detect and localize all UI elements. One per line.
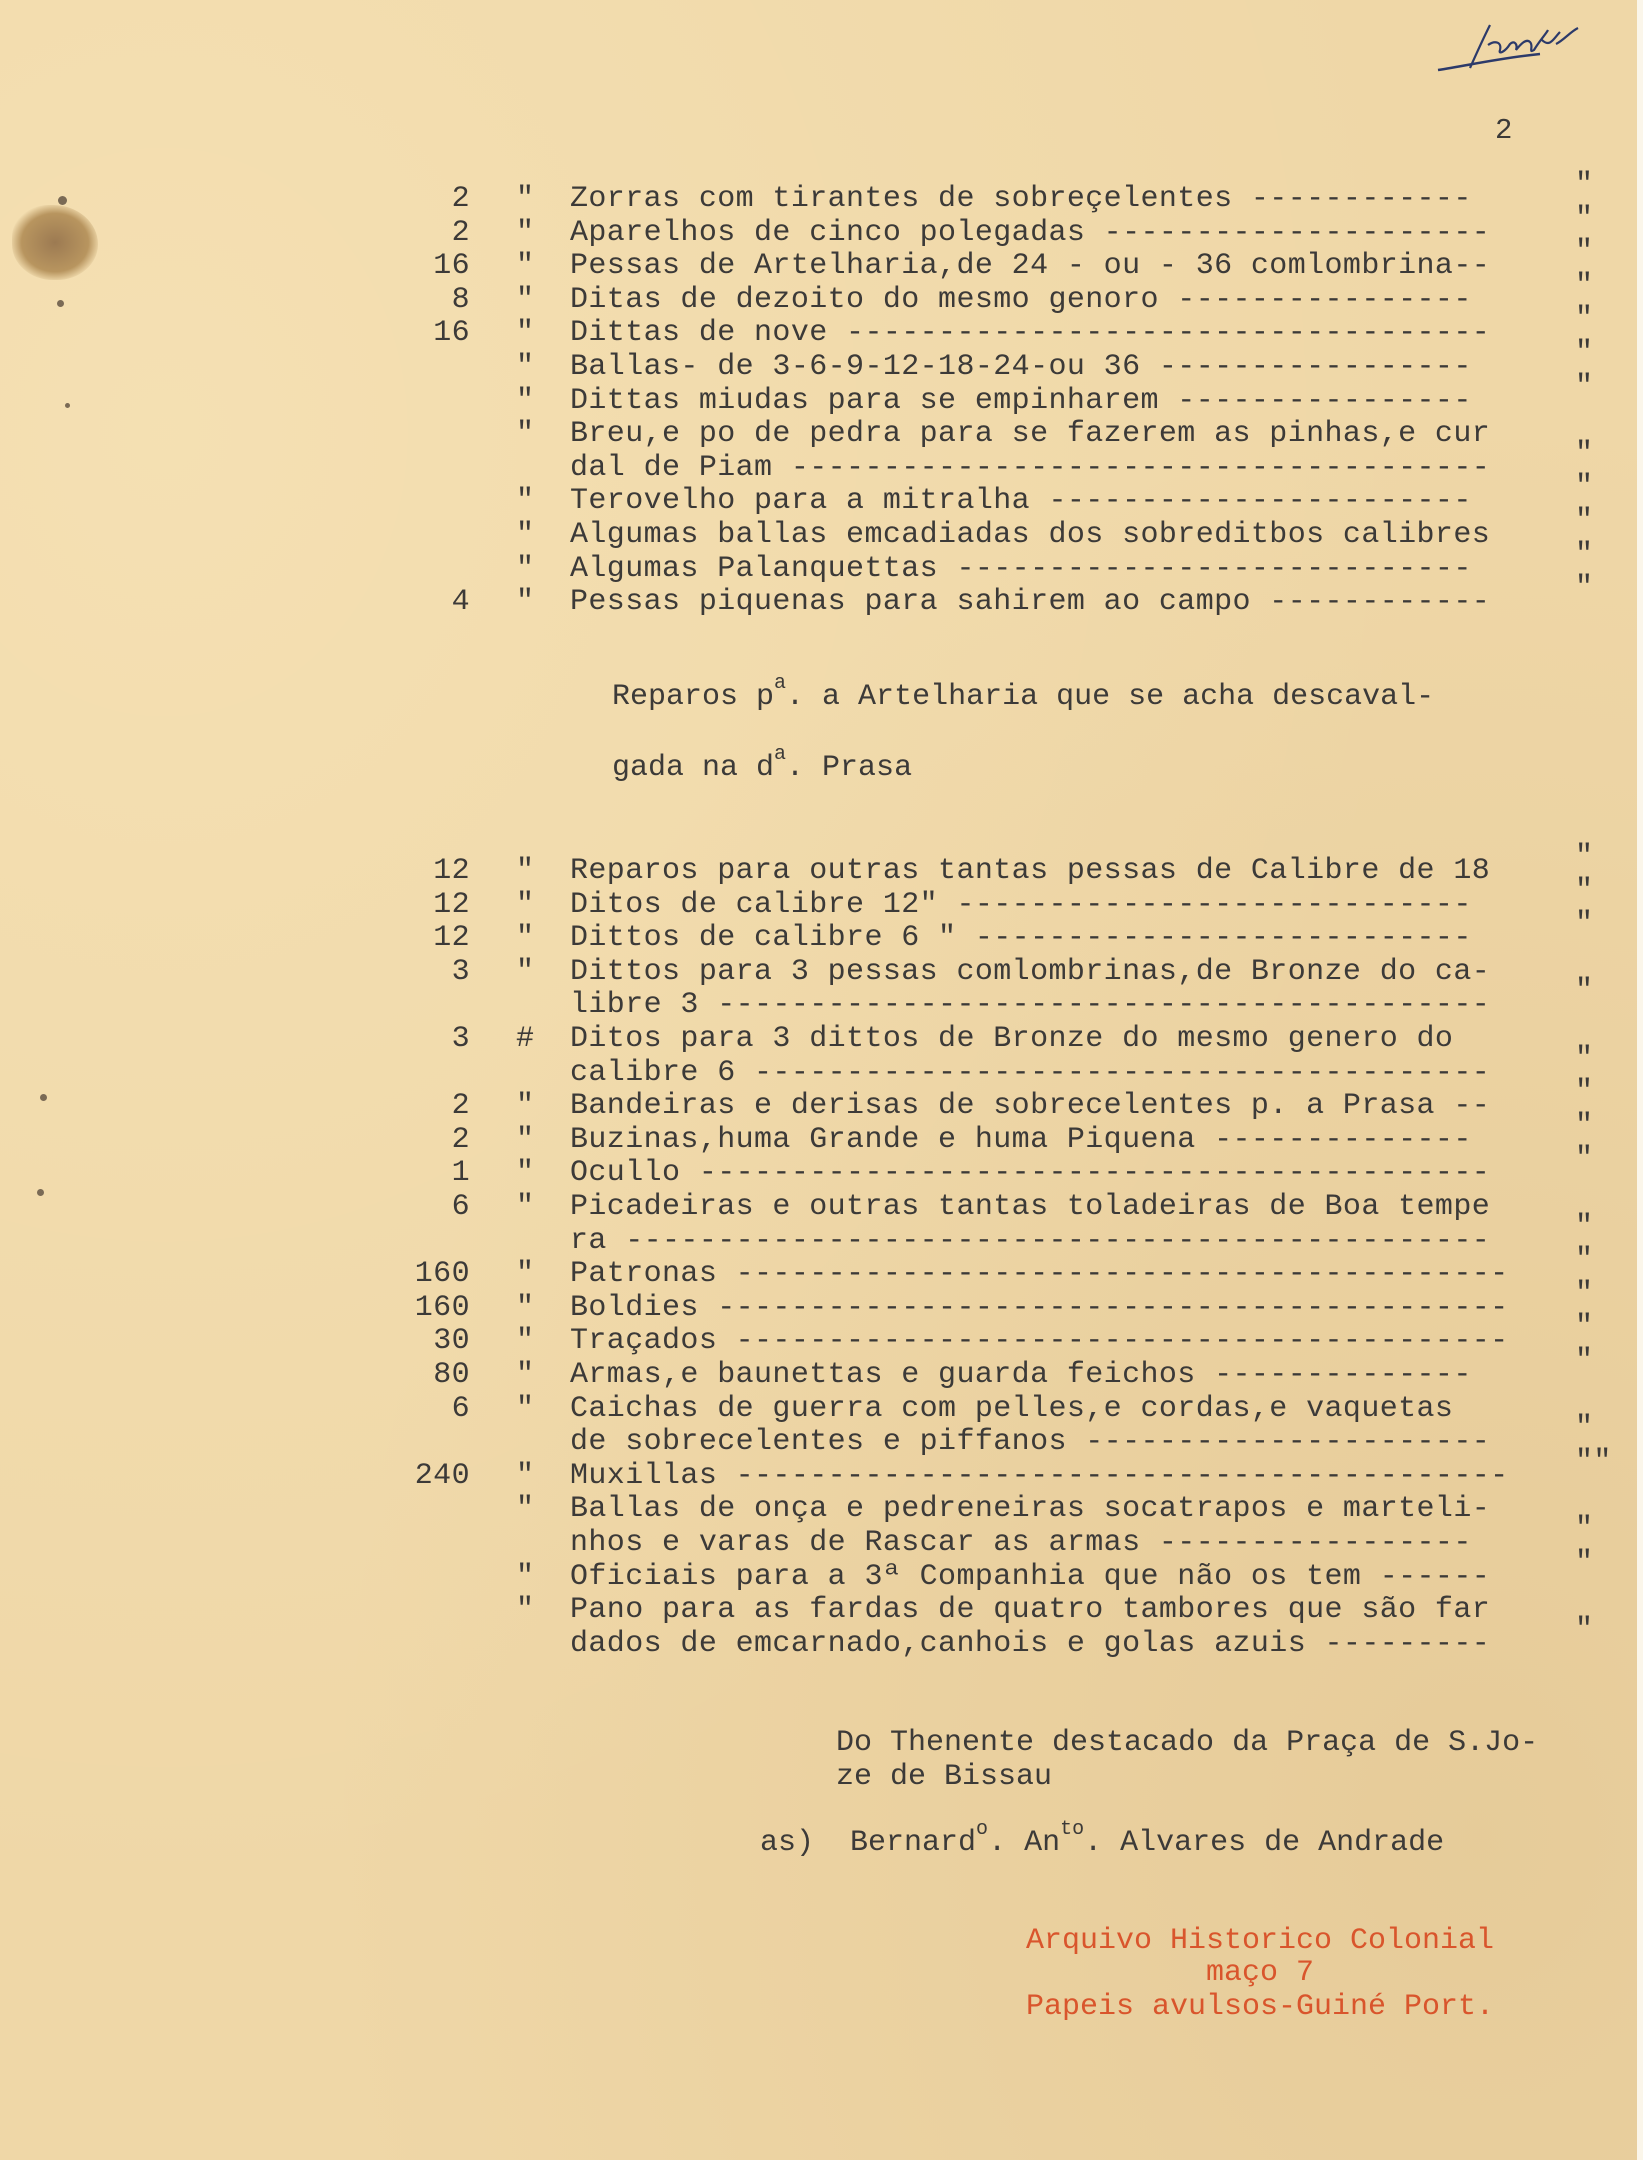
ditto-mark-end: " <box>1575 369 1594 404</box>
item-description: Dittas de nove ----------------------------------- <box>570 316 1491 351</box>
list-item <box>0 571 1643 620</box>
list-item <box>0 1492 1643 1526</box>
ditto-mark: " <box>516 1559 535 1594</box>
ditto-mark: " <box>516 316 535 351</box>
ditto-mark: " <box>516 215 535 250</box>
item-description: Ballas de onça e pedreneiras socatrapos e marteli- <box>570 1492 1491 1527</box>
item-description: Oficiais para a 3ª Companhia que não os tem ------ <box>570 1559 1491 1594</box>
section-heading-line2: gada na $d^a$. Prasa <box>612 743 913 785</box>
author-line: Do Thenente destacado da Praça de S.Jo- <box>836 1726 1539 1760</box>
list-item <box>0 1243 1643 1292</box>
item-description: Dittas miudas para se empinharem ---------------- <box>570 383 1472 418</box>
list-item <box>0 201 1643 250</box>
item-description: Armas,e baunettas e guarda feichos -------------- <box>570 1358 1472 1392</box>
ditto-mark: " <box>516 1089 535 1124</box>
list-item <box>0 1545 1643 1594</box>
ditto-mark-end: " <box>1575 1545 1594 1580</box>
handwritten-signature <box>1430 10 1600 80</box>
item-description: ra ----------------------------------------------- <box>570 1223 1491 1258</box>
item-description: Caichas de guerra com pelles,e cordas,e vaquetas <box>570 1391 1454 1426</box>
ditto-mark-end: " <box>1575 1344 1594 1378</box>
ditto-mark-end: " <box>1575 1310 1594 1345</box>
item-quantity: 6 <box>451 1391 470 1426</box>
item-description: calibre 6 ---------------------------------------- <box>570 1055 1491 1090</box>
ditto-mark: " <box>516 1290 535 1325</box>
list-item <box>0 1444 1643 1493</box>
item-description: Picadeiras e outras tantas toladeiras de Boa tempe <box>570 1190 1491 1224</box>
item-description: Bandeiras e derisas de sobrecelentes p. a Prasa -- <box>570 1089 1491 1124</box>
ditto-mark: " <box>516 1122 535 1157</box>
item-quantity: 30 <box>433 1324 470 1359</box>
list-item <box>0 1142 1643 1191</box>
item-description: Ditos de calibre 12" ---------------------------- <box>570 887 1472 922</box>
item-quantity: 16 <box>433 249 470 284</box>
ditto-mark: " <box>516 1458 535 1493</box>
ditto-mark-end: " <box>1575 470 1594 505</box>
list-item <box>0 1344 1643 1392</box>
item-description: Ditos para 3 dittos de Bronze do mesmo genero do <box>570 1022 1454 1056</box>
ditto-mark-end: " <box>1575 1142 1594 1177</box>
ditto-mark: " <box>516 1190 535 1224</box>
list-item <box>0 369 1643 418</box>
archive-stamp-line3: Papeis avulsos-Guiné Port. <box>1025 1990 1495 2024</box>
ditto-mark: " <box>516 484 535 519</box>
item-quantity: 2 <box>451 182 470 216</box>
ditto-mark: " <box>516 350 535 384</box>
archive-stamp-line1: Arquivo Historico Colonial <box>1025 1924 1495 1958</box>
list-item <box>0 504 1643 552</box>
item-quantity: 2 <box>451 1122 470 1157</box>
ditto-mark: " <box>516 383 535 418</box>
ditto-mark: " <box>516 921 535 956</box>
ditto-mark: " <box>516 1257 535 1292</box>
ditto-mark: " <box>516 249 535 284</box>
ditto-mark-end: " <box>1575 302 1594 337</box>
item-description: Dittos de calibre 6 " --------------------------- <box>570 921 1472 956</box>
list-item <box>0 1190 1643 1224</box>
ditto-mark-end: " <box>1575 1512 1594 1546</box>
item-description: Pessas piquenas para sahirem ao campo ------------ <box>570 585 1491 620</box>
item-quantity: 2 <box>451 215 470 250</box>
item-description: Boldies ------------------------------------------- <box>570 1290 1509 1325</box>
item-description: Ocullo ------------------------------------------- <box>570 1156 1491 1191</box>
item-quantity: 4 <box>451 585 470 620</box>
ditto-mark-end: " <box>1575 1276 1594 1311</box>
list-item <box>0 1075 1643 1124</box>
ditto-mark-end: " <box>1575 1108 1594 1143</box>
list-item <box>0 1392 1643 1426</box>
item-description: Algumas ballas emcadiadas dos sobreditbos calibres <box>570 518 1491 552</box>
ditto-mark: " <box>516 182 535 216</box>
ditto-mark: " <box>516 1593 535 1628</box>
ditto-mark-end: " <box>1575 974 1594 1009</box>
item-description: Buzinas,huma Grande e huma Piquena -------------- <box>570 1122 1472 1157</box>
item-description: Ballas- de 3-6-9-12-18-24-ou 36 ----------------- <box>570 350 1472 384</box>
archive-stamp-line2: maço 7 <box>1205 1956 1315 1990</box>
ditto-mark-end: " <box>1575 504 1594 538</box>
ditto-mark-end: " <box>1575 235 1594 270</box>
list-item <box>0 1209 1643 1258</box>
author-location: ze de Bissau <box>836 1760 1053 1794</box>
item-quantity: 160 <box>414 1257 470 1292</box>
item-description: de sobrecelentes e piffanos ---------------------- <box>570 1425 1491 1460</box>
list-item <box>0 436 1643 485</box>
ditto-mark-end: " <box>1575 1075 1594 1110</box>
ditto-mark-end: " <box>1575 537 1594 572</box>
ditto-mark-end: " <box>1575 571 1594 606</box>
list-item <box>0 1310 1643 1359</box>
item-description: libre 3 ------------------------------------------ <box>570 988 1491 1023</box>
ditto-mark: " <box>516 1324 535 1359</box>
ditto-mark-end: " <box>1575 1612 1594 1647</box>
ditto-mark: " <box>516 854 535 888</box>
list-item <box>0 537 1643 586</box>
list-item <box>0 974 1643 1023</box>
ditto-mark-end: " <box>1575 907 1594 942</box>
ditto-mark: # <box>516 1022 535 1056</box>
ditto-mark: " <box>516 417 535 452</box>
ditto-mark-end: "" <box>1575 1444 1612 1479</box>
item-description: Ditas de dezoito do mesmo genoro ---------------- <box>570 282 1472 317</box>
list-item <box>0 1108 1643 1157</box>
item-description: Algumas Palanquettas ---------------------------- <box>570 551 1472 586</box>
item-quantity: 1 <box>451 1156 470 1191</box>
list-item <box>0 1612 1643 1661</box>
item-description: Traçados ------------------------------------------ <box>570 1324 1509 1359</box>
item-description: Pessas de Artelharia,de 24 - ou - 36 comlombrina-- <box>570 249 1491 284</box>
item-quantity: 160 <box>414 1290 470 1325</box>
item-quantity: 12 <box>433 854 470 888</box>
list-item <box>0 470 1643 519</box>
item-quantity: 8 <box>451 282 470 317</box>
list-item <box>0 1411 1643 1460</box>
list-item <box>0 1512 1643 1560</box>
item-quantity: 3 <box>451 954 470 989</box>
list-item <box>0 907 1643 956</box>
item-description: Reparos para outras tantas pessas de Calibre de 18 <box>570 854 1491 888</box>
signed-name: as) Bernard$^o$. $An^{to}$. Alvares de Andrade <box>760 1818 1445 1860</box>
list-item <box>0 873 1643 922</box>
list-item <box>0 1593 1643 1627</box>
item-description: Muxillas ------------------------------------------ <box>570 1458 1509 1493</box>
item-description: dados de emcarnado,canhois e golas azuis --------- <box>570 1626 1491 1661</box>
item-quantity: 80 <box>433 1358 470 1392</box>
ditto-mark: " <box>516 1492 535 1527</box>
ditto-mark-end: " <box>1575 873 1594 908</box>
list-item <box>0 302 1643 351</box>
ditto-mark: " <box>516 887 535 922</box>
list-item <box>0 336 1643 384</box>
ditto-mark-end: " <box>1575 168 1594 202</box>
item-description: Terovelho para a mitralha ----------------------- <box>570 484 1472 519</box>
ditto-mark-end: " <box>1575 1243 1594 1278</box>
ditto-mark-end: " <box>1575 268 1594 303</box>
item-description: Aparelhos de cinco polegadas --------------------- <box>570 215 1491 250</box>
ditto-mark-end: " <box>1575 1209 1594 1244</box>
item-quantity: 12 <box>433 887 470 922</box>
item-quantity: 3 <box>451 1022 470 1056</box>
item-description: Pano para as fardas de quatro tambores que são far <box>570 1593 1491 1628</box>
ditto-mark: " <box>516 551 535 586</box>
list-item <box>0 840 1643 888</box>
item-quantity: 6 <box>451 1190 470 1224</box>
ditto-mark-end: " <box>1575 201 1594 236</box>
ditto-mark-end: " <box>1575 1411 1594 1446</box>
item-quantity: 240 <box>414 1458 470 1493</box>
ditto-mark: " <box>516 954 535 989</box>
list-item <box>0 268 1643 317</box>
section-heading-line1: Reparos $p^a$. a Artelharia que se acha descaval- <box>612 672 1435 714</box>
list-item <box>0 955 1643 989</box>
item-description: Dittos para 3 pessas comlombrinas,de Bronze do ca- <box>570 954 1491 989</box>
item-description: Patronas ------------------------------------------ <box>570 1257 1509 1292</box>
ditto-mark: " <box>516 1391 535 1426</box>
item-quantity: 2 <box>451 1089 470 1124</box>
ditto-mark: " <box>516 1358 535 1392</box>
ditto-mark: " <box>516 585 535 620</box>
ditto-mark: " <box>516 518 535 552</box>
item-description: nhos e varas de Rascar as armas ----------------- <box>570 1526 1472 1560</box>
page-number: 2 <box>1495 114 1513 147</box>
item-quantity: 12 <box>433 921 470 956</box>
list-item <box>0 1276 1643 1325</box>
list-item <box>0 1041 1643 1090</box>
item-description: dal de Piam -------------------------------------- <box>570 450 1491 485</box>
ditto-mark-end: " <box>1575 336 1594 370</box>
ditto-mark: " <box>516 282 535 317</box>
item-description: Zorras com tirantes de sobreçelentes ------------ <box>570 182 1472 216</box>
item-quantity: 16 <box>433 316 470 351</box>
list-item <box>0 168 1643 216</box>
ditto-mark: " <box>516 1156 535 1191</box>
ditto-mark-end: " <box>1575 840 1594 874</box>
ditto-mark-end: " <box>1575 436 1594 471</box>
list-item <box>0 417 1643 451</box>
ditto-mark-end: " <box>1575 1041 1594 1076</box>
list-item <box>0 235 1643 284</box>
list-item <box>0 1022 1643 1056</box>
item-description: Breu,e po de pedra para se fazerem as pinhas,e cur <box>570 417 1491 452</box>
